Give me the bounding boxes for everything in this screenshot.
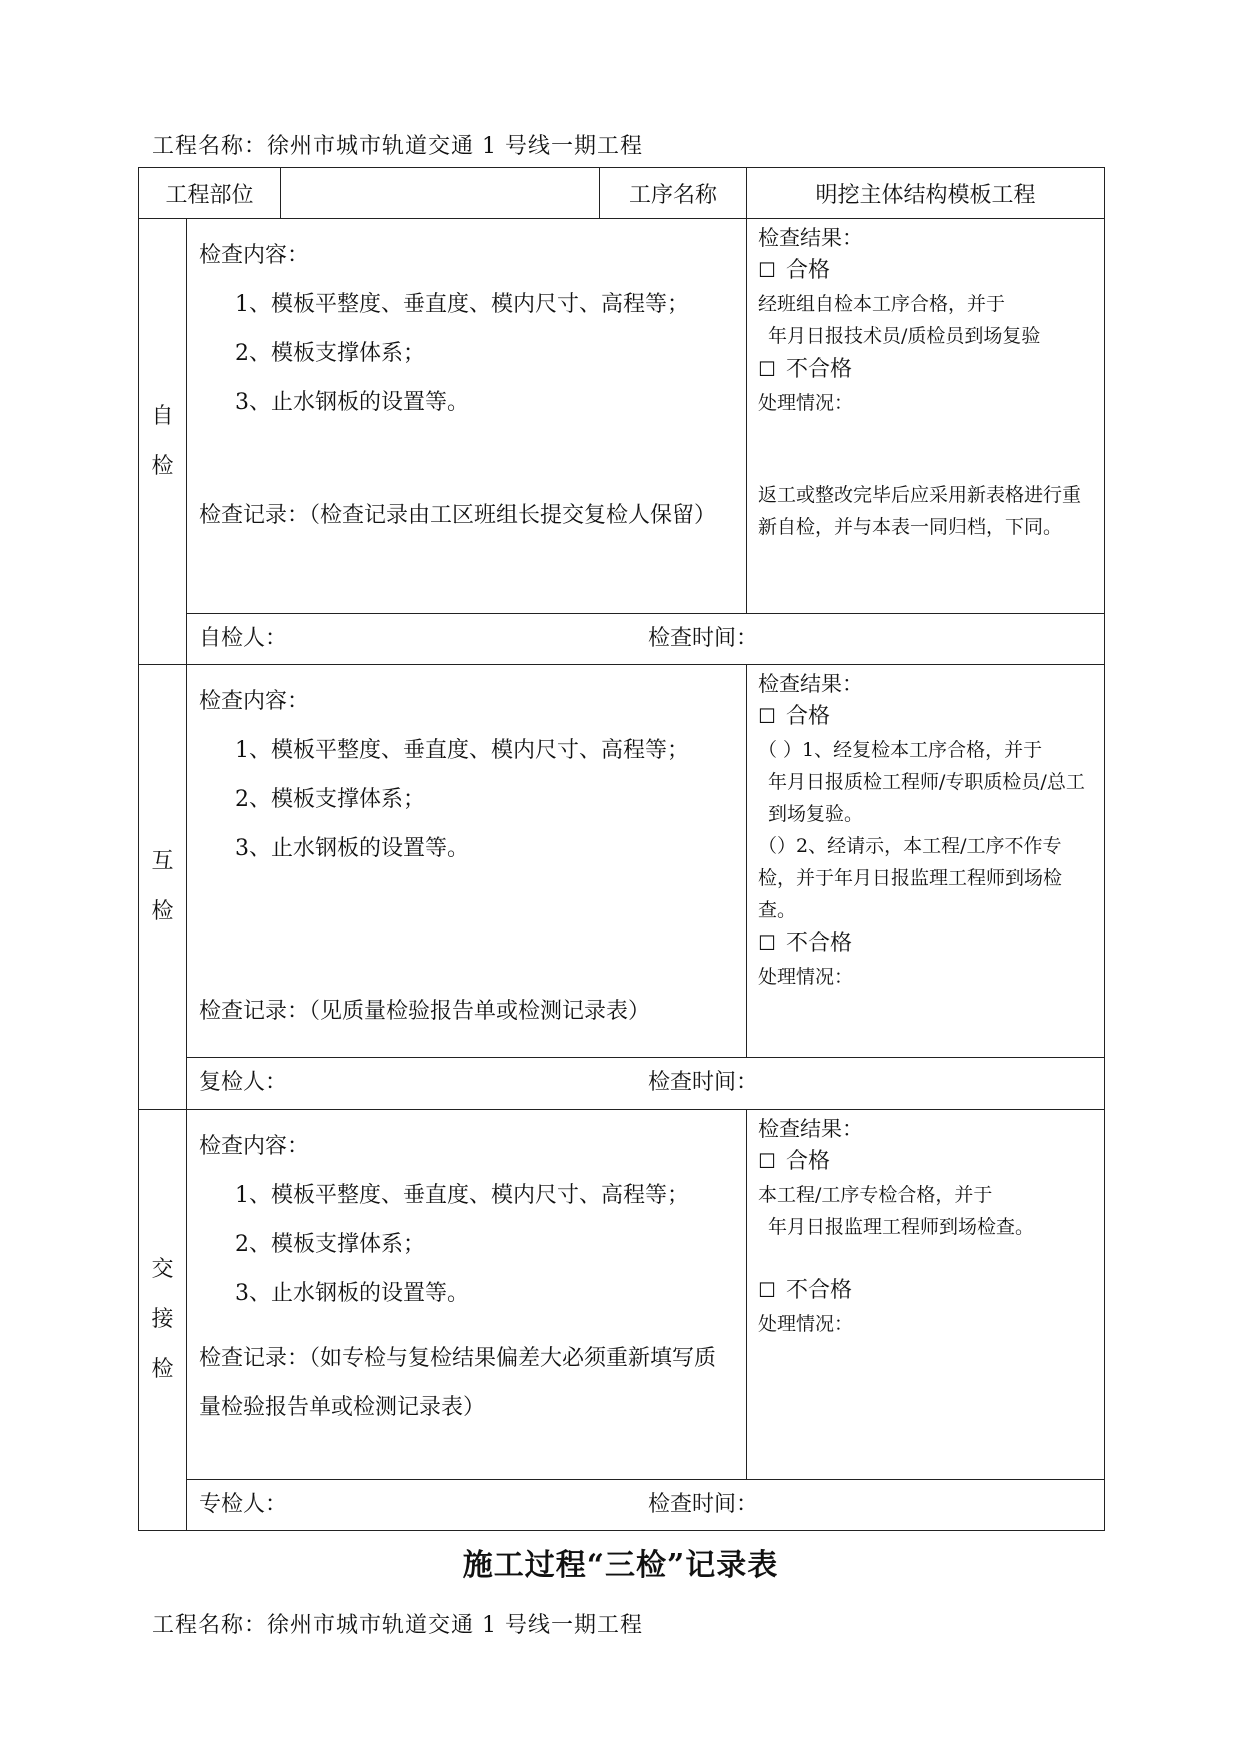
result-label: 检查结果： — [758, 1116, 864, 1141]
fail-option[interactable] — [758, 926, 1098, 961]
check-time-label: 检查时间： — [648, 1491, 759, 1517]
mutual-check-sign-row — [187, 1058, 1105, 1109]
fail-option[interactable] — [758, 352, 1098, 387]
project-name-line-2 — [152, 1608, 643, 1639]
mutual-check-record: 检查记录：（见质量检验报告单或检测记录表） — [199, 998, 651, 1024]
check-item: 1、模板平整度、垂直度、模内尺寸、高程等； — [235, 292, 689, 318]
check-time-label: 检查时间： — [648, 625, 759, 651]
self-check-side-label — [139, 219, 187, 665]
process-value-cell — [747, 168, 1105, 219]
handling-label: 处理情况： — [758, 965, 854, 988]
pass-option[interactable] — [758, 253, 1098, 288]
document-title: 施工过程“三检”记录表 — [462, 1548, 779, 1583]
mutual-note: 年月日报质检工程师/专职质检员/总工到场复验。 — [768, 770, 1085, 825]
fail-label: 不合格 — [785, 1277, 852, 1303]
check-item: 3、止水钢板的设置等。 — [235, 390, 469, 416]
handling-label: 处理情况： — [758, 1312, 854, 1335]
side-char: 检 — [151, 898, 174, 924]
checkbox-icon[interactable]: ☐ — [758, 1277, 776, 1302]
side-char: 接 — [151, 1306, 174, 1332]
side-char: 互 — [151, 848, 174, 874]
rework-note: 返工或整改完毕后应采用新表格进行重新自检，并与本表一同归档，下同。 — [758, 484, 1082, 539]
check-item: 1、模板平整度、垂直度、模内尺寸、高程等； — [235, 1182, 689, 1208]
pass-label: 合格 — [785, 1148, 830, 1174]
result-label: 检查结果： — [758, 226, 864, 251]
mutual-check-side-label — [139, 664, 187, 1109]
pass-label: 合格 — [785, 258, 830, 284]
handling-label: 处理情况： — [758, 392, 854, 415]
handover-note: 年月日报监理工程师到场检查。 — [768, 1215, 1035, 1238]
project-name: 徐州市城市轨道交通 1 号线一期工程 — [267, 134, 644, 159]
project-name-line — [152, 129, 643, 160]
process-value: 明挖主体结构模板工程 — [815, 182, 1036, 208]
check-item: 2、模板支撑体系； — [235, 341, 425, 367]
position-label-cell — [139, 168, 281, 219]
fail-label: 不合格 — [785, 930, 852, 956]
pass-note: 年月日报技术员/质检员到场复验 — [768, 325, 1041, 348]
pass-label: 合格 — [785, 703, 830, 729]
process-label-cell — [600, 168, 747, 219]
position-value-cell[interactable] — [281, 168, 600, 219]
self-check-content — [187, 219, 747, 613]
content-label: 检查内容： — [199, 243, 310, 269]
content-label: 检查内容： — [199, 688, 310, 714]
pass-option[interactable] — [758, 699, 1098, 734]
checkbox-icon[interactable]: ☐ — [758, 1148, 776, 1173]
fail-option[interactable] — [758, 1273, 1098, 1308]
pass-note: 经班组自检本工序合格，并于 — [758, 293, 1006, 316]
mutual-check-person-label: 复检人： — [199, 1070, 288, 1096]
handover-check-content — [187, 1109, 747, 1479]
pass-option[interactable] — [758, 1144, 1098, 1179]
check-item: 3、止水钢板的设置等。 — [235, 835, 469, 861]
checkbox-icon[interactable]: ☐ — [758, 703, 776, 728]
project-label: 工程名称： — [152, 134, 268, 159]
handover-check-record: 检查记录：（如专检与复检结果偏差大必须重新填写质量检验报告单或检测记录表） — [199, 1345, 717, 1420]
check-item: 2、模板支撑体系； — [235, 786, 425, 812]
self-check-person-label: 自检人： — [199, 625, 288, 651]
project-name: 徐州市城市轨道交通 1 号线一期工程 — [267, 1613, 644, 1638]
handover-check-side-label — [139, 1109, 187, 1531]
mutual-check-content — [187, 664, 747, 1057]
check-item: 3、止水钢板的设置等。 — [235, 1280, 469, 1306]
self-check-sign-row — [187, 613, 1105, 664]
mutual-note: （）2、经请示，本工程/工序不作专检，并于年月日报监理工程师到场检查。 — [758, 834, 1063, 921]
handover-check-sign-row — [187, 1479, 1105, 1530]
position-label: 工程部位 — [165, 182, 254, 208]
mutual-check-result — [747, 664, 1105, 1057]
side-char: 交 — [151, 1256, 174, 1282]
self-check-result — [747, 219, 1105, 613]
checkbox-icon[interactable]: ☐ — [758, 258, 776, 283]
result-label: 检查结果： — [758, 671, 864, 696]
side-char: 检 — [151, 453, 174, 479]
check-item: 2、模板支撑体系； — [235, 1231, 425, 1257]
self-check-record: 检查记录：（检查记录由工区班组长提交复检人保留） — [199, 503, 717, 529]
check-item: 1、模板平整度、垂直度、模内尺寸、高程等； — [235, 737, 689, 763]
fail-label: 不合格 — [785, 357, 852, 383]
handover-note: 本工程/工序专检合格，并于 — [758, 1183, 993, 1206]
side-char: 自 — [151, 403, 174, 429]
mutual-note: （ ）1、经复检本工序合格，并于 — [758, 738, 1043, 761]
check-time-label: 检查时间： — [648, 1070, 759, 1096]
content-label: 检查内容： — [199, 1133, 310, 1159]
side-char: 检 — [151, 1356, 174, 1382]
checkbox-icon[interactable]: ☐ — [758, 357, 776, 382]
process-label: 工序名称 — [629, 182, 718, 208]
inspection-form — [138, 167, 1105, 1531]
project-label: 工程名称： — [152, 1613, 268, 1638]
handover-check-result — [747, 1109, 1105, 1479]
handover-check-person-label: 专检人： — [199, 1491, 288, 1517]
checkbox-icon[interactable]: ☐ — [758, 930, 776, 955]
